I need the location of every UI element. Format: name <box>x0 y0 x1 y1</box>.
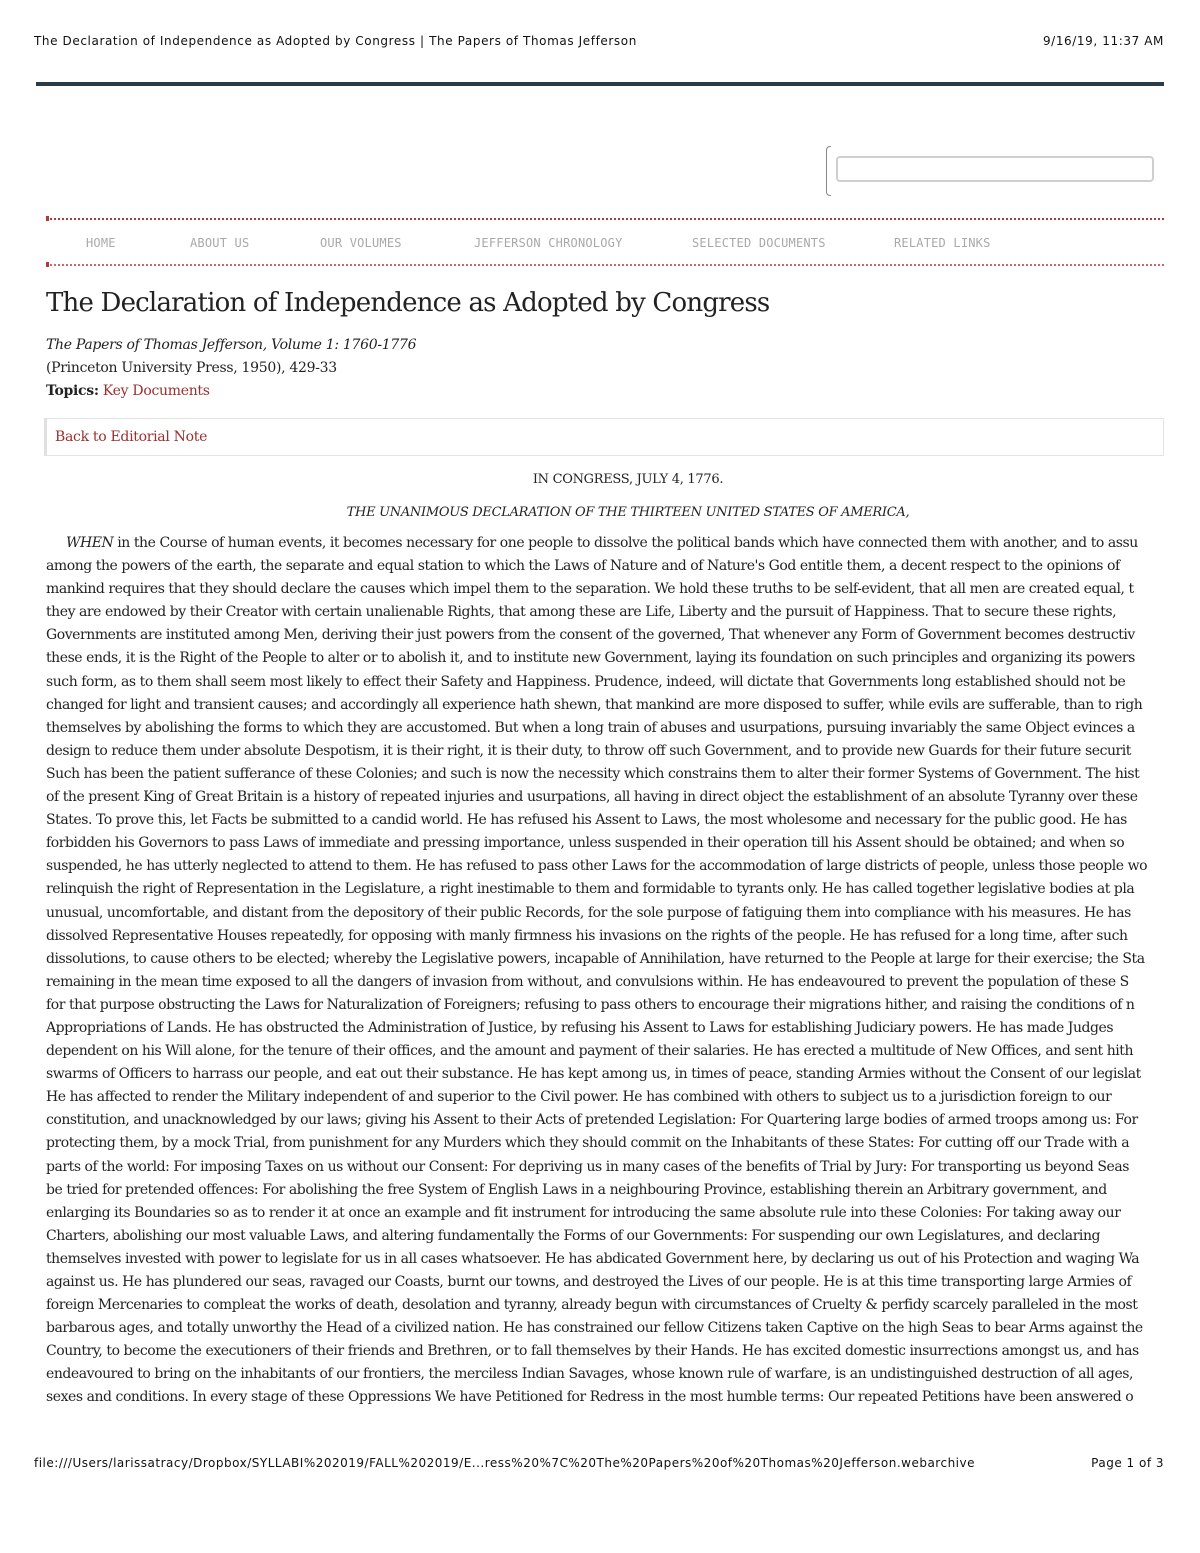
body-line-text: changed for light and transient causes; and accordingly all experience hath shewn, that mankind are more disposed to suffer, while evils are sufferable, than to righ <box>46 696 1143 713</box>
nav-home[interactable]: HOME <box>86 236 116 250</box>
body-line-text: constitution, and unacknowledged by our laws; giving his Assent to their Acts of pretended Legislation: For Quartering large bodies of armed troops among us: For <box>46 1112 1138 1129</box>
nav-about-us[interactable]: ABOUT US <box>190 236 250 250</box>
body-line-text: parts of the world: For imposing Taxes on us without our Consent: For depriving us in many cases of the benefits of Trial by Jury: For transporting us beyond Seas <box>46 1158 1130 1175</box>
nav-related-links[interactable]: RELATED LINKS <box>894 236 991 250</box>
nav-our-volumes[interactable]: OUR VOLUMES <box>320 236 402 250</box>
body-line-text: Country, to become the executioners of their friends and Brethren, or to fall themselves by their Hands. He has excited domestic insurrections amongst us, and has <box>46 1343 1139 1360</box>
body-line-text: forbidden his Governors to pass Laws of immediate and pressing importance, unless suspended in their operation till his Assent should be obtained; and when so <box>46 835 1125 852</box>
body-line-text: be tried for pretended offences: For abolishing the free System of English Laws in a neighbouring Province, establishing therein an Arbitrary government, and <box>46 1181 1107 1198</box>
body-line-text: Appropriations of Lands. He has obstructed the Administration of Justice, by refusing his Assent to Laws for establishing Judiciary powers. He has made Judges <box>46 1019 1114 1036</box>
body-line <box>46 601 1164 624</box>
body-line <box>46 1086 1164 1109</box>
body-line <box>46 1248 1164 1271</box>
body-line-text: dissolutions, to cause others to be elected; whereby the Legislative powers, incapable of Annihilation, have returned to the People at large for their exercise; the Sta <box>46 950 1145 967</box>
search-input[interactable] <box>836 156 1154 182</box>
body-line <box>46 948 1164 971</box>
body-line-text: protecting them, by a mock Trial, from punishment for any Murders which they should commit on the Inhabitants of these States: For cutting off our Trade with a <box>46 1135 1130 1152</box>
document-subtitle: THE UNANIMOUS DECLARATION OF THE THIRTEEN UNITED STATES OF AMERICA, <box>346 505 910 520</box>
body-line-text: sexes and conditions. In every stage of these Oppressions We have Petitioned for Redress in the most humble terms: Our repeated Petitions have been answered o <box>46 1389 1134 1406</box>
body-line <box>46 855 1164 878</box>
body-line-text: remaining in the mean time exposed to all the dangers of invasion from without, and convulsions within. He has endeavoured to prevent the population of these S <box>46 973 1129 990</box>
body-line-text: themselves invested with power to legislate for us in all cases whatsoever. He has abdicated Government here, by declaring us out of his Protection and waging Wa <box>46 1250 1140 1267</box>
print-footer <box>34 1456 1164 1470</box>
body-line-text: Governments are instituted among Men, deriving their just powers from the consent of the governed, That whenever any Form of Government becomes destructiv <box>46 627 1135 644</box>
topics-link-key-documents[interactable]: Key Documents <box>102 383 210 399</box>
body-line <box>46 763 1164 786</box>
body-line <box>46 1294 1164 1317</box>
body-line-text: Charters, abolishing our most valuable Laws, and altering fundamentally the Forms of our Governments: For suspending our own Legislatures, and declaring <box>46 1227 1101 1244</box>
body-line <box>46 624 1164 647</box>
body-line <box>46 647 1164 670</box>
back-to-editorial-note-link[interactable]: Back to Editorial Note <box>55 429 208 445</box>
body-line <box>46 925 1164 948</box>
print-header <box>34 34 1164 48</box>
body-line <box>46 1340 1164 1363</box>
body-line-text: among the powers of the earth, the separate and equal station to which the Laws of Nature and of Nature's God entitle them, a decent respect to the opinions of <box>46 558 1120 575</box>
body-line <box>46 694 1164 717</box>
print-file-path: file:///Users/larissatracy/Dropbox/SYLLABI%202019/FALL%202019/E...ress%20%7C%20The%20Papers%20of%20Thomas%20Jefferson.webarchive <box>34 1456 975 1470</box>
body-line-text: Such has been the patient sufferance of these Colonies; and such is now the necessity which constrains them to alter their former Systems of Government. The hist <box>46 765 1140 782</box>
body-line-text: relinquish the right of Representation in the Legislature, a right inestimable to them and formidable to tyrants only. He has called together legislative bodies at pla <box>46 881 1135 898</box>
document-body <box>46 532 1164 1428</box>
body-line <box>46 1386 1164 1409</box>
main-nav <box>46 218 1164 266</box>
body-line <box>46 809 1164 832</box>
body-line-text: design to reduce them under absolute Despotism, it is their right, it is their duty, to throw off such Government, and to provide new Guards for their future securit <box>46 742 1131 759</box>
topics-label: Topics: <box>46 383 99 399</box>
body-line-text: suspended, he has utterly neglected to attend to them. He has refused to pass other Laws for the accommodation of large districts of people, unless those people wo <box>46 858 1148 875</box>
body-line <box>46 878 1164 901</box>
body-line-text: against us. He has plundered our seas, ravaged our Coasts, burnt our towns, and destroyed the Lives of our people. He is at this time transporting large Armies of <box>46 1274 1132 1290</box>
body-line-text: themselves by abolishing the forms to which they are accustomed. But when a long train of abuses and usurpations, pursuing invariably the same Object evinces a <box>46 719 1135 736</box>
body-line <box>46 1363 1164 1386</box>
document-dateline: IN CONGRESS, JULY 4, 1776. <box>532 472 724 487</box>
page-title: The Declaration of Independence as Adopted by Congress <box>46 288 770 318</box>
body-line-text: for that purpose obstructing the Laws for Naturalization of Foreigners; refusing to pass others to encourage their migrations hither, and raising the conditions of n <box>46 996 1135 1013</box>
body-line <box>46 1317 1164 1340</box>
body-line-text: endeavoured to bring on the inhabitants of our frontiers, the merciless Indian Savages, whose known rule of warfare, is an undistinguished destruction of all ages, <box>46 1366 1134 1383</box>
body-line <box>46 1156 1164 1179</box>
body-line <box>46 1202 1164 1225</box>
print-page-number: Page 1 of 3 <box>1091 1456 1164 1470</box>
top-rule <box>36 82 1164 86</box>
topics-line <box>46 383 210 399</box>
back-to-editorial-note-box <box>44 418 1164 456</box>
body-line-text: these ends, it is the Right of the People to alter or to abolish it, and to institute new Government, laying its foundation on such principles and organizing its powers <box>46 650 1135 667</box>
search-bracket <box>826 146 831 196</box>
body-line <box>46 555 1164 578</box>
body-line <box>46 578 1164 601</box>
body-line <box>46 1063 1164 1086</box>
body-line-text: barbarous ages, and totally unworthy the Head of a civilized nation. He has constrained our fellow Citizens taken Captive on the high Seas to bear Arms against the <box>46 1320 1143 1337</box>
body-line <box>46 1132 1164 1155</box>
nav-selected-documents[interactable]: SELECTED DOCUMENTS <box>692 236 826 250</box>
body-line <box>46 1179 1164 1202</box>
print-page-title: The Declaration of Independence as Adopted by Congress | The Papers of Thomas Jefferson <box>34 34 637 48</box>
body-line <box>46 1225 1164 1248</box>
lead-word: WHEN <box>66 535 114 551</box>
body-line <box>46 832 1164 855</box>
body-line-text: mankind requires that they should declare the causes which impel them to the separation. We hold these truths to be self-evident, that all men are created equal, t <box>46 581 1134 598</box>
body-line <box>46 786 1164 809</box>
body-line <box>46 994 1164 1017</box>
body-line <box>46 971 1164 994</box>
source-volume: The Papers of Thomas Jefferson, Volume 1: 1760-1776 <box>46 337 417 353</box>
nav-bottom-marker <box>46 262 49 267</box>
body-line-text: of the present King of Great Britain is a history of repeated injuries and usurpations, all having in direct object the establishment of an absolute Tyranny over these <box>46 789 1138 806</box>
body-line-text: they are endowed by their Creator with certain unalienable Rights, that among these are Life, Liberty and the pursuit of Happiness. That to secure these rights, <box>46 604 1117 621</box>
body-line <box>46 1040 1164 1063</box>
body-line-text: He has affected to render the Military independent of and superior to the Civil power. He has combined with others to subject us to a jurisdiction foreign to our <box>46 1089 1112 1106</box>
body-line-text: such form, as to them shall seem most likely to effect their Safety and Happiness. Prudence, indeed, will dictate that Governments long established should not be <box>46 673 1126 690</box>
body-line-text: enlarging its Boundaries so as to render it at once an example and fit instrument for introducing the same absolute rule into these Colonies: For taking away our <box>46 1204 1121 1221</box>
body-line <box>46 902 1164 925</box>
source-publisher: (Princeton University Press, 1950), 429-33 <box>46 360 337 376</box>
body-line <box>46 1017 1164 1040</box>
body-line <box>46 532 1164 555</box>
body-line <box>46 717 1164 740</box>
body-line-text: in the Course of human events, it becomes necessary for one people to dissolve the political bands which have connected them with another, and to assu <box>113 535 1138 551</box>
body-line <box>46 671 1164 694</box>
body-line-text: unusual, uncomfortable, and distant from the depository of their public Records, for the sole purpose of fatiguing them into compliance with his measures. He has <box>46 904 1131 921</box>
body-line <box>46 740 1164 763</box>
body-line-text: dependent on his Will alone, for the tenure of their offices, and the amount and payment of their salaries. He has erected a multitude of New Offices, and sent hith <box>46 1043 1134 1060</box>
body-line-text: swarms of Officers to harrass our people, and eat out their substance. He has kept among us, in times of peace, standing Armies without the Consent of our legislat <box>46 1066 1141 1083</box>
print-timestamp: 9/16/19, 11:37 AM <box>1042 34 1164 48</box>
body-line-text: foreign Mercenaries to compleat the works of death, desolation and tyranny, already begun with circumstances of Cruelty & perfidy scarcely paralleled in the most <box>46 1297 1138 1314</box>
nav-jefferson-chronology[interactable]: JEFFERSON CHRONOLOGY <box>474 236 623 250</box>
body-line-text: dissolved Representative Houses repeatedly, for opposing with manly firmness his invasions on the rights of the people. He has refused for a long time, after such <box>46 927 1128 944</box>
body-line-text: States. To prove this, let Facts be submitted to a candid world. He has refused his Assent to Laws, the most wholesome and necessary for the public good. He has <box>46 812 1127 829</box>
body-line <box>46 1271 1164 1294</box>
body-line <box>46 1109 1164 1132</box>
